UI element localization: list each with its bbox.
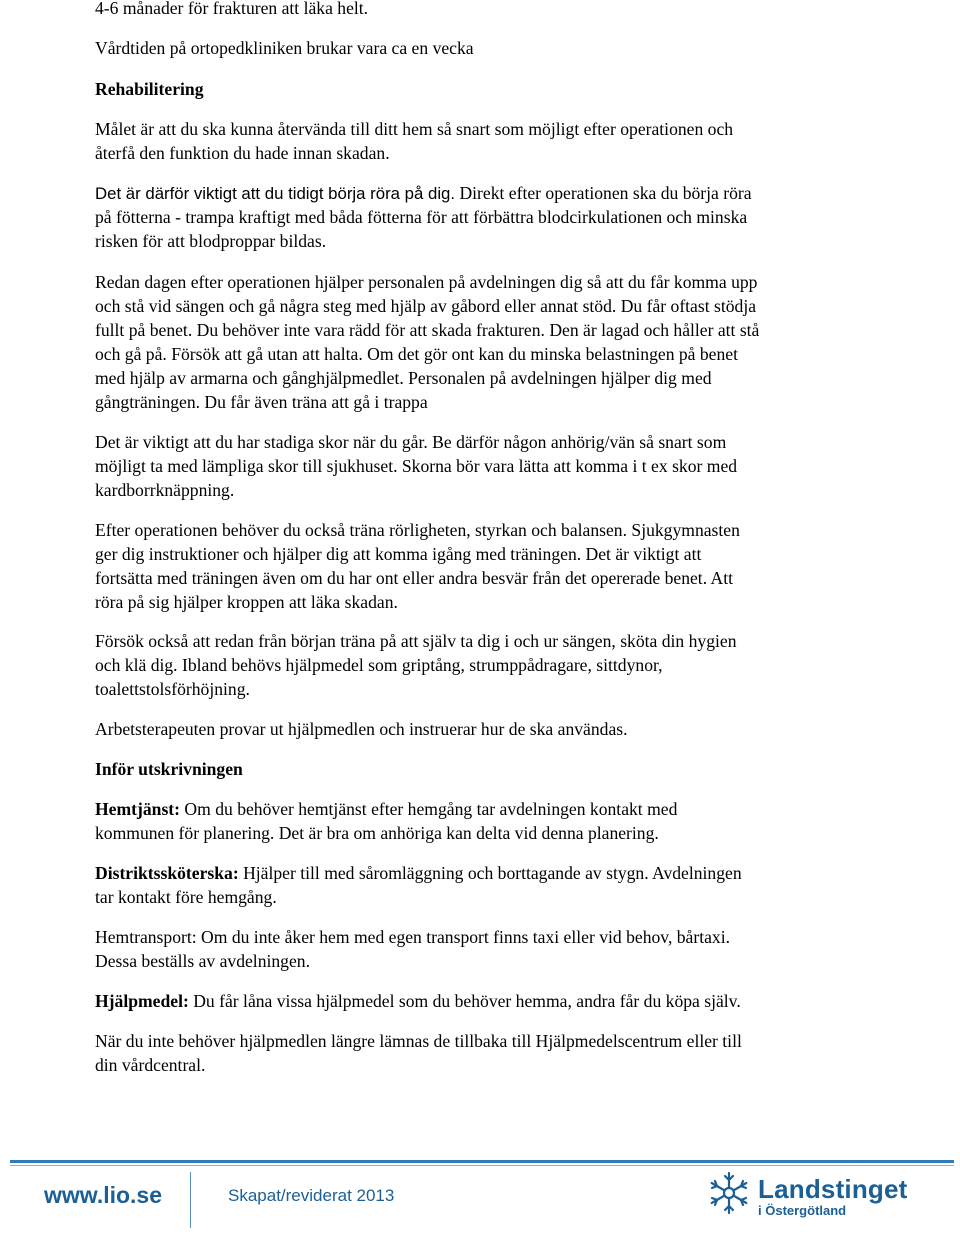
text-line: fullt på benet. Du behöver inte vara rädd för att skada frakturen. Den är lagad och håller att stå [95,320,760,340]
text-line: Arbetsterapeuten provar ut hjälpmedlen och instruerar hur de ska användas. [95,719,628,739]
text-line: toalettstolsförhöjning. [95,679,250,699]
snowflake-emblem-icon [706,1170,752,1216]
text-line: på fötterna - trampa kraftigt med båda fötterna för att förbättra blodcirkulationen och minska [95,207,748,227]
text-line: din vårdcentral. [95,1055,206,1075]
text-line [95,989,741,1013]
sans-text-span: Det är därför viktigt att du tidigt börja röra på dig. [95,184,456,203]
text-line: Hemtransport: Om du inte åker hem med egen transport finns taxi eller vid behov, bårtaxi. [95,927,730,947]
term-label: Hjälpmedel: [95,991,189,1011]
text-line: Redan dagen efter operationen hjälper personalen på avdelningen dig så att du får komma upp [95,272,758,292]
text-line: tar kontakt före hemgång. [95,887,277,907]
text-span: Hjälper till med såromläggning och borttagande av stygn. Avdelningen [238,863,742,883]
text-line: Försök också att redan från början träna på att själv ta dig i och ur sängen, sköta din hygien [95,631,737,651]
text-line [95,861,742,885]
text-line: Vårdtiden på ortopedkliniken brukar vara ca en vecka [95,38,474,58]
text-span: Om du behöver hemtjänst efter hemgång tar avdelningen kontakt med [180,799,678,819]
text-line: och gå på. Försök att gå utan att halta. Om det gör ont kan du minska belastningen på benet [95,344,738,364]
text-line: Det är viktigt att du har stadiga skor när du går. Be därför någon anhörig/vän så snart som [95,432,727,452]
term-label: Distriktssköterska: [95,863,239,883]
text-line: kommunen för planering. Det är bra om anhöriga kan delta vid denna planering. [95,823,659,843]
text-line: Målet är att du ska kunna återvända till ditt hem så snart som möjligt efter operationen och [95,119,734,139]
text-line: kardborrknäppning. [95,480,235,500]
footer-divider [190,1172,191,1228]
text-line: återfå den funktion du hade innan skadan. [95,143,390,163]
section-heading-rehabilitering: Rehabilitering [95,79,204,99]
footer-rule-thin [10,1165,954,1166]
text-line: och stå vid sängen och gå några steg med hjälp av gåbord eller annat stöd. Du får oftast stödja [95,296,757,316]
landstinget-logo [706,1168,906,1224]
text-line: ger dig instruktioner och hjälper dig att komma igång med träningen. Det är viktigt att [95,544,702,564]
text-line: fortsätta med träningen även om du har ont eller andra besvär från det opererade benet. Att [95,568,733,588]
text-line: röra på sig hjälper kroppen att läka skadan. [95,592,398,612]
section-heading-utskrivning: Inför utskrivningen [95,759,243,779]
footer-rule [10,1160,954,1163]
text-line: risken för att blodproppar bildas. [95,231,327,251]
footer-revision-date: Skapat/reviderat 2013 [228,1186,395,1205]
org-name: Landstinget [758,1174,908,1204]
text-span: Direkt efter operationen ska du börja röra [455,183,752,203]
text-span: Du får låna vissa hjälpmedel som du behöver hemma, andra får du köpa själv. [188,991,741,1011]
text-line: med hjälp av armarna och gånghjälpmedlet. Personalen på avdelningen hjälper dig med [95,368,712,388]
text-line: Efter operationen behöver du också träna rörligheten, styrkan och balansen. Sjukgymnasten [95,520,740,540]
text-line: och klä dig. Ibland behövs hjälpmedel som griptång, strumppådragare, sittdynor, [95,655,663,675]
term-label: Hemtjänst: [95,799,181,819]
text-line [95,797,677,821]
org-region: i Östergötland [758,1203,847,1218]
text-line: möjligt ta med lämpliga skor till sjukhuset. Skorna bör vara lätta att komma i t ex skor med [95,456,738,476]
text-line: Dessa beställs av avdelningen. [95,951,310,971]
text-line: gångträningen. Du får även träna att gå i trappa [95,392,428,412]
text-line [95,181,752,206]
text-line: När du inte behöver hjälpmedlen längre lämnas de tillbaka till Hjälpmedelscentrum eller till [95,1031,742,1051]
footer-website-link[interactable]: www.lio.se [44,1182,163,1208]
text-line: 4-6 månader för frakturen att läka helt. [95,0,369,18]
